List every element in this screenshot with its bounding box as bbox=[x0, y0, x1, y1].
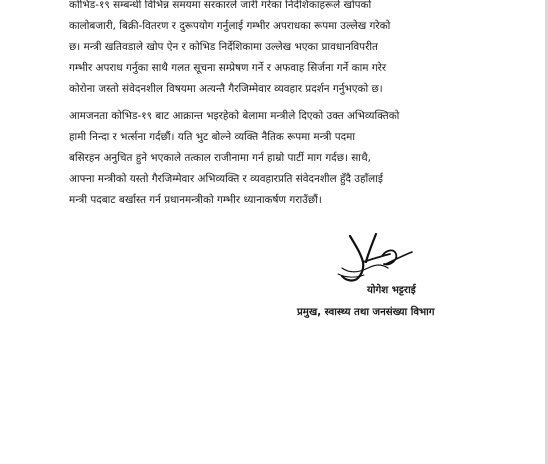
paragraph-line: मन्त्री पदबाट बर्खास्त गर्न प्रधानमन्त्रीको गम्भीर ध्यानाकर्षण गराउँछौं। bbox=[69, 194, 322, 206]
paragraph-line: हामी निन्दा र भर्त्सना गर्दछौं। यति भुट बोल्ने व्यक्ति नैतिक रूपमा मन्त्री पदमा bbox=[69, 131, 356, 143]
handwritten-signature bbox=[336, 228, 418, 286]
paragraph-line: छ। मन्त्री खतिवडाले खोप ऐन र कोभिड निर्देशिकामा उल्लेख भएका प्रावधानविपरीत bbox=[69, 41, 378, 53]
paragraph-line: कालोबजारी, बिक्री-वितरण र दुरूपयोग गर्नुलाई गम्भीर अपराधका रूपमा उल्लेख गरेको bbox=[69, 20, 391, 32]
paragraph-line: गम्भीर अपराध गर्नुका साथै गलत सूचना सम्प्रेषण गर्ने र अफवाह सिर्जना गर्ने काम गरेर bbox=[69, 62, 387, 74]
letter-body bbox=[69, 0, 487, 211]
paragraph-line: बसिरहन अनुचित हुने भएकाले तत्काल राजीनामा गर्न हाम्रो पार्टी माग गर्दछ। साथै, bbox=[69, 152, 371, 164]
paragraph-line: कोरोना जस्तो संवेदनशील विषयमा अत्यन्तै गैरजिम्मेवार व्यवहार प्रदर्शन गर्नुभएको छ। bbox=[69, 83, 383, 95]
signatory-title: प्रमुख, स्वास्थ्य तथा जनसंख्या विभाग bbox=[297, 307, 435, 318]
paragraph-line: आफ्ना मन्त्रीको यस्तो गैरजिम्मेवार अभिव्यक्ति र व्यवहारप्रति संवेदनशील हुँदै उहाँलाई bbox=[69, 173, 384, 185]
paragraph-line: आमजनता कोभिड-१९ बाट आक्रान्त भइरहेको बेलामा मन्त्रीले दिएको उक्त अभिव्यक्तिको bbox=[69, 110, 400, 122]
paragraph-1 bbox=[69, 0, 487, 100]
signatory-name: योगेश भट्टराई bbox=[367, 285, 416, 296]
paragraph-line: कोभिड-१९ सम्बन्धी विभिन्न समयमा सरकारले जारी गरेका निर्देशिकाहरूले खोपको bbox=[69, 0, 372, 11]
paragraph-2 bbox=[69, 106, 487, 211]
